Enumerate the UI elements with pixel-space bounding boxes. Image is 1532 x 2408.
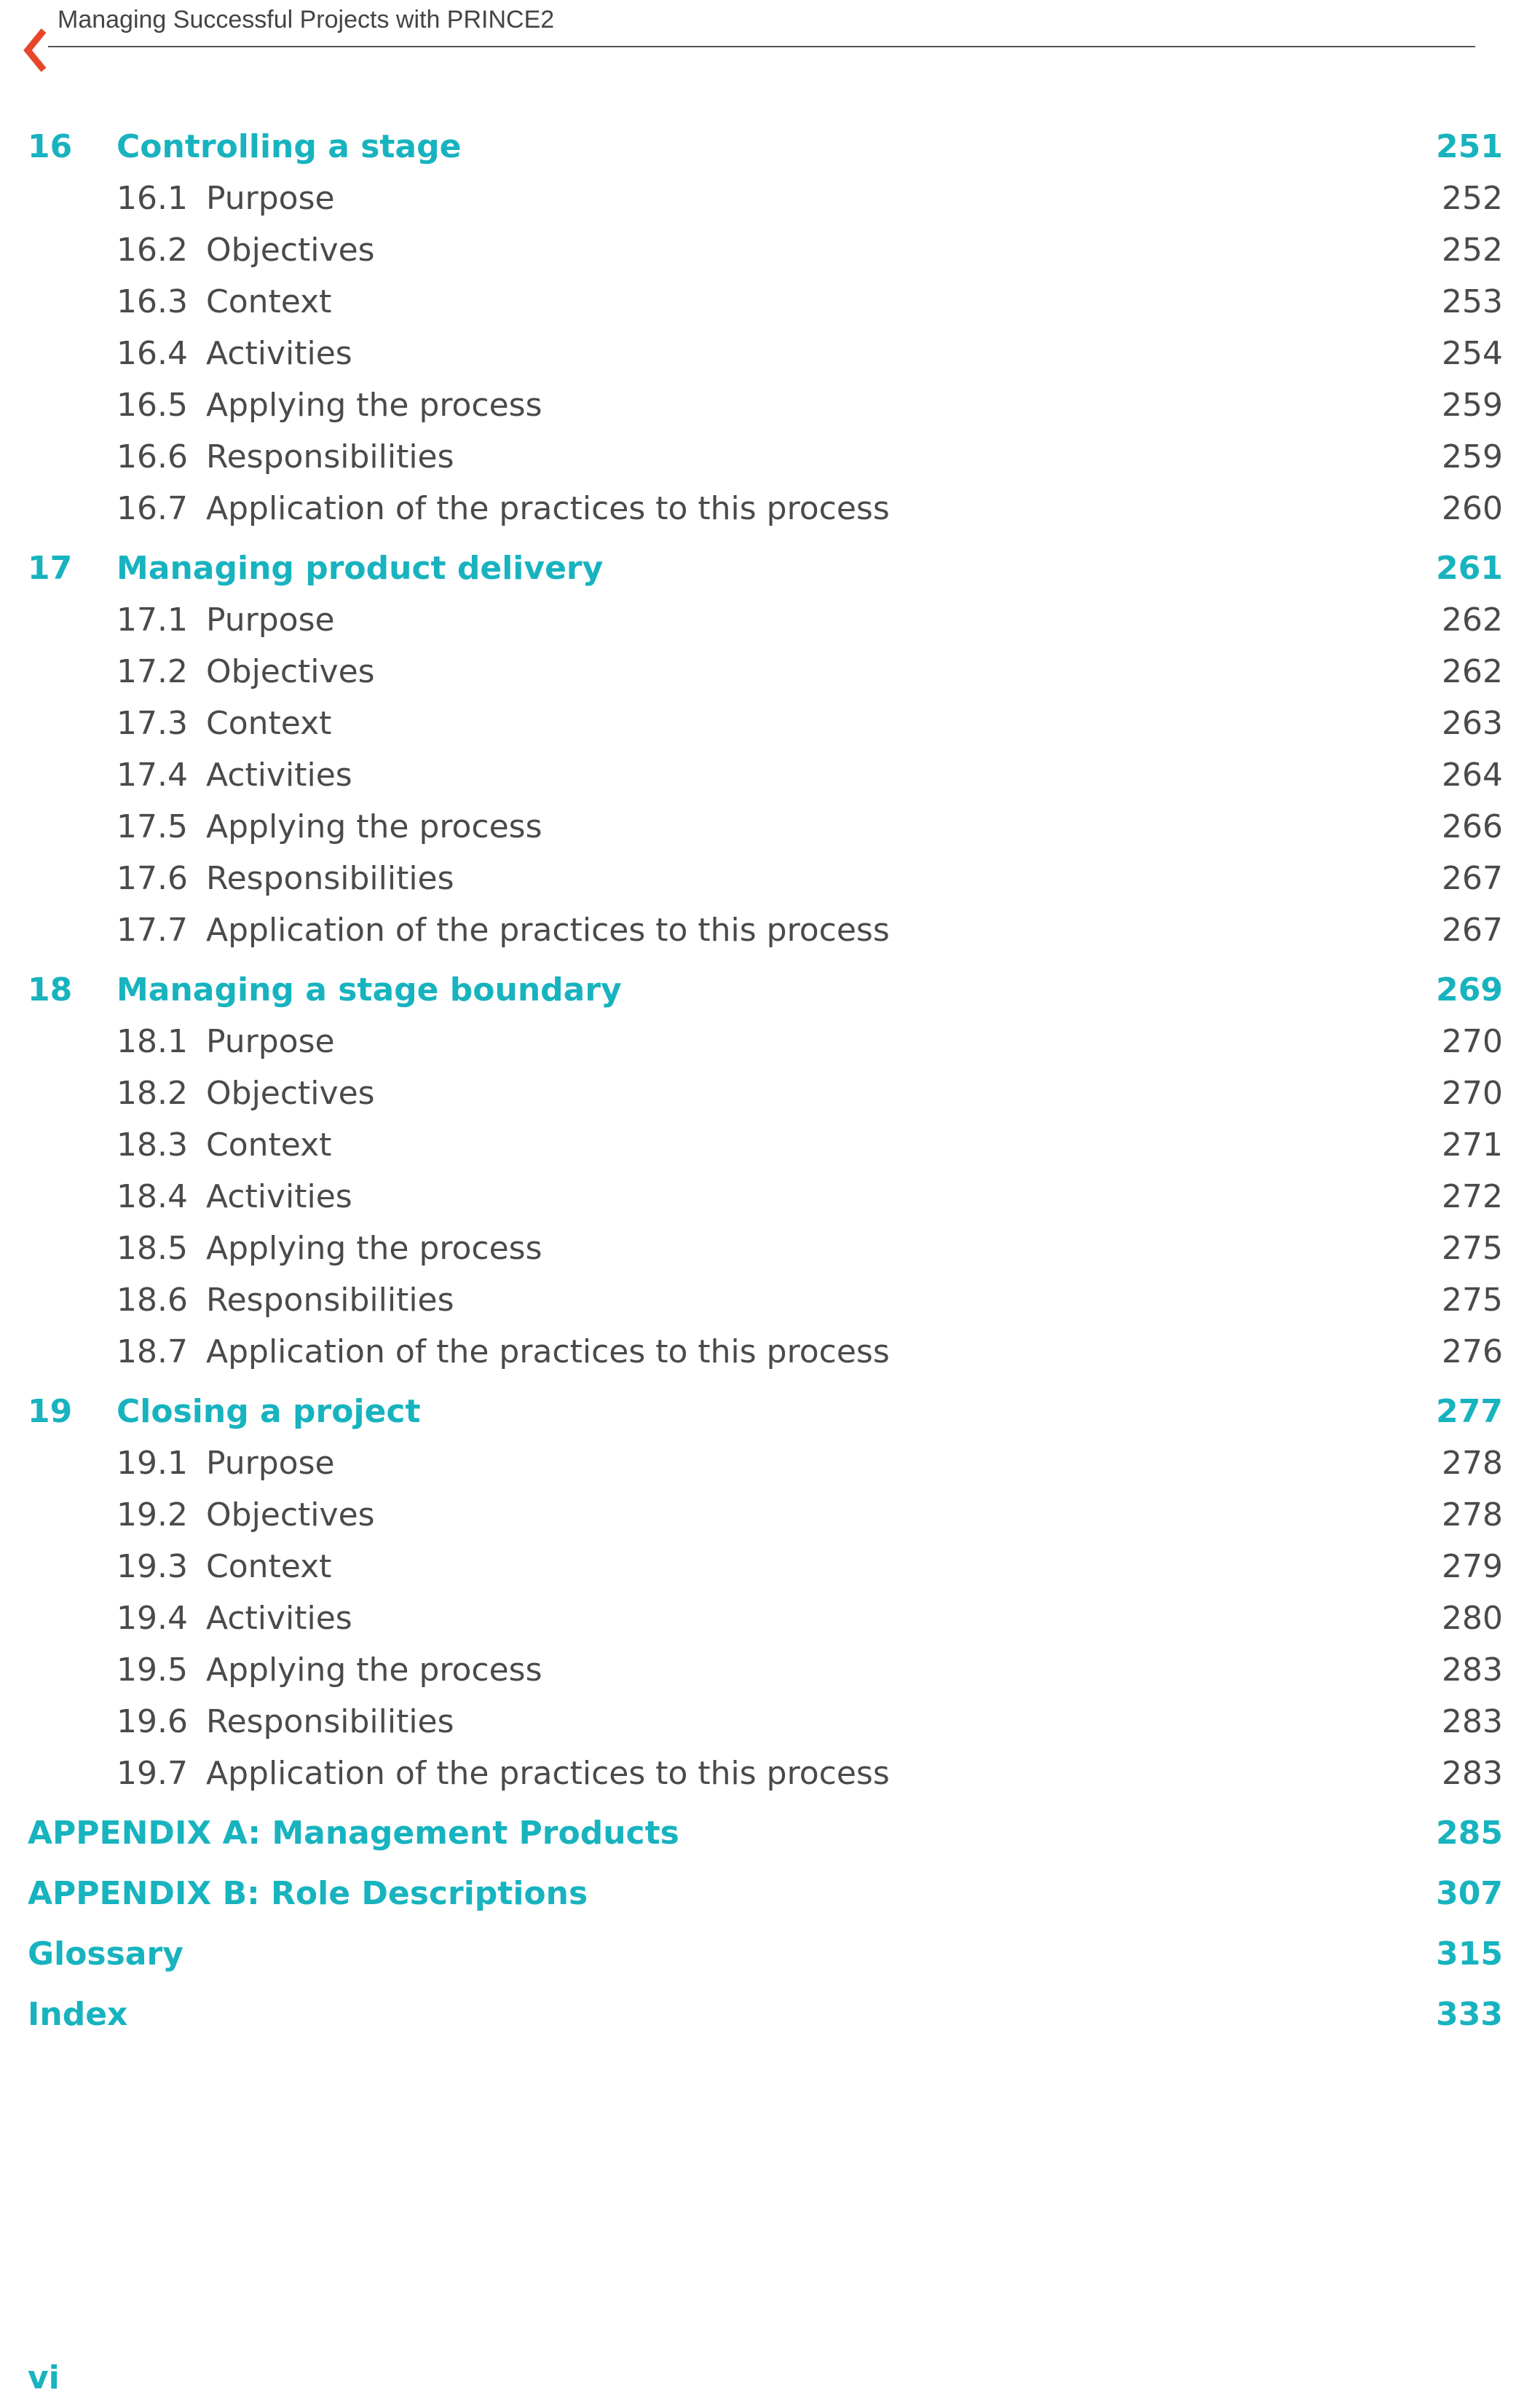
section-number: 19.7 xyxy=(117,1755,188,1792)
section-number: 19.4 xyxy=(117,1600,188,1637)
toc-section-17-6[interactable] xyxy=(0,860,1532,904)
section-number: 17.2 xyxy=(117,653,188,690)
section-page: 275 xyxy=(1442,1282,1503,1319)
section-page: 259 xyxy=(1442,387,1503,424)
section-title: Context xyxy=(206,283,332,320)
section-page: 270 xyxy=(1442,1075,1503,1112)
section-page: 252 xyxy=(1442,232,1503,269)
section-number: 18.3 xyxy=(117,1126,188,1164)
section-title: Context xyxy=(206,705,332,742)
section-page: 254 xyxy=(1442,335,1503,372)
section-title: Responsibilities xyxy=(206,1282,454,1319)
section-title: Application of the practices to this process xyxy=(206,490,890,527)
section-title: Objectives xyxy=(206,1496,375,1533)
section-number: 19.1 xyxy=(117,1445,188,1482)
backmatter-title: APPENDIX B: Role Descriptions xyxy=(28,1875,588,1912)
section-page: 276 xyxy=(1442,1333,1503,1370)
chapter-page: 277 xyxy=(1436,1393,1503,1430)
section-number: 17.7 xyxy=(117,912,188,949)
section-page: 267 xyxy=(1442,860,1503,897)
toc-section-18-3[interactable] xyxy=(0,1126,1532,1170)
chapter-page: 269 xyxy=(1436,971,1503,1008)
toc-section-19-4[interactable] xyxy=(0,1600,1532,1643)
page-folio: vi xyxy=(28,2359,60,2396)
toc-section-19-6[interactable] xyxy=(0,1703,1532,1747)
backmatter-page: 307 xyxy=(1436,1875,1503,1912)
section-title: Applying the process xyxy=(206,387,542,424)
backmatter-title: Index xyxy=(28,1996,128,2033)
chapter-page: 251 xyxy=(1436,128,1503,165)
toc-section-18-1[interactable] xyxy=(0,1023,1532,1067)
section-number: 16.6 xyxy=(117,438,188,475)
chapter-page: 261 xyxy=(1436,550,1503,587)
toc-section-17-1[interactable] xyxy=(0,601,1532,645)
toc-chapter-16[interactable] xyxy=(0,128,1532,172)
toc-section-17-4[interactable] xyxy=(0,757,1532,800)
toc-section-19-3[interactable] xyxy=(0,1548,1532,1592)
section-title: Applying the process xyxy=(206,1651,542,1689)
section-number: 16.4 xyxy=(117,335,188,372)
section-number: 18.5 xyxy=(117,1230,188,1267)
section-title: Purpose xyxy=(206,1445,335,1482)
chapter-title: Managing a stage boundary xyxy=(117,971,622,1008)
header-divider xyxy=(48,46,1475,47)
section-number: 19.3 xyxy=(117,1548,188,1585)
section-number: 17.6 xyxy=(117,860,188,897)
chapter-number: 17 xyxy=(28,550,73,587)
backmatter-title: Glossary xyxy=(28,1935,183,1973)
section-page: 260 xyxy=(1442,490,1503,527)
section-page: 280 xyxy=(1442,1600,1503,1637)
toc-section-16-6[interactable] xyxy=(0,438,1532,482)
section-title: Responsibilities xyxy=(206,1703,454,1740)
toc-section-19-7[interactable] xyxy=(0,1755,1532,1799)
section-page: 253 xyxy=(1442,283,1503,320)
backmatter-page: 285 xyxy=(1436,1815,1503,1852)
section-title: Objectives xyxy=(206,653,375,690)
section-title: Purpose xyxy=(206,1023,335,1060)
section-page: 262 xyxy=(1442,601,1503,639)
section-page: 278 xyxy=(1442,1445,1503,1482)
section-title: Objectives xyxy=(206,232,375,269)
section-number: 18.4 xyxy=(117,1178,188,1215)
toc-backmatter-2[interactable] xyxy=(0,1875,1532,1919)
section-title: Purpose xyxy=(206,601,335,639)
section-page: 272 xyxy=(1442,1178,1503,1215)
section-number: 19.2 xyxy=(117,1496,188,1533)
toc-section-17-2[interactable] xyxy=(0,653,1532,697)
running-header xyxy=(0,0,1532,73)
chapter-title: Managing product delivery xyxy=(117,550,604,587)
section-title: Application of the practices to this process xyxy=(206,1755,890,1792)
section-title: Responsibilities xyxy=(206,438,454,475)
toc-section-16-7[interactable] xyxy=(0,490,1532,534)
section-title: Context xyxy=(206,1126,332,1164)
section-number: 18.6 xyxy=(117,1282,188,1319)
section-page: 270 xyxy=(1442,1023,1503,1060)
section-page: 266 xyxy=(1442,808,1503,845)
toc-section-18-5[interactable] xyxy=(0,1230,1532,1274)
toc-section-19-2[interactable] xyxy=(0,1496,1532,1540)
toc-backmatter-1[interactable] xyxy=(0,1815,1532,1858)
section-number: 18.7 xyxy=(117,1333,188,1370)
section-page: 283 xyxy=(1442,1755,1503,1792)
toc-chapter-17[interactable] xyxy=(0,550,1532,593)
section-number: 16.7 xyxy=(117,490,188,527)
toc-section-16-5[interactable] xyxy=(0,387,1532,430)
section-page: 271 xyxy=(1442,1126,1503,1164)
section-page: 259 xyxy=(1442,438,1503,475)
section-page: 283 xyxy=(1442,1651,1503,1689)
book-title: Managing Successful Projects with PRINCE2 xyxy=(58,6,555,33)
section-title: Activities xyxy=(206,335,352,372)
section-page: 283 xyxy=(1442,1703,1503,1740)
chevron-left-icon[interactable] xyxy=(22,26,48,74)
section-title: Responsibilities xyxy=(206,860,454,897)
section-title: Purpose xyxy=(206,180,335,217)
section-number: 16.1 xyxy=(117,180,188,217)
toc-section-17-5[interactable] xyxy=(0,808,1532,852)
toc-section-17-3[interactable] xyxy=(0,705,1532,749)
section-number: 17.1 xyxy=(117,601,188,639)
toc-section-18-7[interactable] xyxy=(0,1333,1532,1377)
section-number: 16.3 xyxy=(117,283,188,320)
section-number: 17.5 xyxy=(117,808,188,845)
toc-chapter-18[interactable] xyxy=(0,971,1532,1015)
toc-section-18-4[interactable] xyxy=(0,1178,1532,1222)
section-title: Application of the practices to this process xyxy=(206,1333,890,1370)
section-page: 262 xyxy=(1442,653,1503,690)
section-page: 252 xyxy=(1442,180,1503,217)
section-title: Activities xyxy=(206,1178,352,1215)
backmatter-page: 315 xyxy=(1436,1935,1503,1973)
section-page: 275 xyxy=(1442,1230,1503,1267)
section-number: 16.2 xyxy=(117,232,188,269)
section-title: Activities xyxy=(206,1600,352,1637)
section-number: 18.2 xyxy=(117,1075,188,1112)
chapter-number: 18 xyxy=(28,971,73,1008)
section-number: 19.5 xyxy=(117,1651,188,1689)
backmatter-title: APPENDIX A: Management Products xyxy=(28,1815,679,1852)
section-number: 19.6 xyxy=(117,1703,188,1740)
toc-backmatter-4[interactable] xyxy=(0,1996,1532,2040)
toc-section-16-1[interactable] xyxy=(0,180,1532,224)
toc-section-17-7[interactable] xyxy=(0,912,1532,955)
toc-chapter-19[interactable] xyxy=(0,1393,1532,1437)
toc-section-18-6[interactable] xyxy=(0,1282,1532,1325)
section-number: 17.4 xyxy=(117,757,188,794)
section-number: 17.3 xyxy=(117,705,188,742)
section-page: 263 xyxy=(1442,705,1503,742)
toc-section-19-5[interactable] xyxy=(0,1651,1532,1695)
section-title: Applying the process xyxy=(206,808,542,845)
section-title: Activities xyxy=(206,757,352,794)
section-page: 264 xyxy=(1442,757,1503,794)
chapter-title: Controlling a stage xyxy=(117,128,462,165)
section-title: Applying the process xyxy=(206,1230,542,1267)
toc-section-18-2[interactable] xyxy=(0,1075,1532,1118)
section-title: Objectives xyxy=(206,1075,375,1112)
toc-backmatter-3[interactable] xyxy=(0,1935,1532,1979)
section-page: 278 xyxy=(1442,1496,1503,1533)
section-title: Application of the practices to this process xyxy=(206,912,890,949)
backmatter-page: 333 xyxy=(1436,1996,1503,2033)
toc-section-16-2[interactable] xyxy=(0,232,1532,275)
toc-section-19-1[interactable] xyxy=(0,1445,1532,1488)
section-number: 16.5 xyxy=(117,387,188,424)
section-number: 18.1 xyxy=(117,1023,188,1060)
chapter-number: 16 xyxy=(28,128,73,165)
section-page: 279 xyxy=(1442,1548,1503,1585)
section-page: 267 xyxy=(1442,912,1503,949)
toc-section-16-4[interactable] xyxy=(0,335,1532,379)
chapter-title: Closing a project xyxy=(117,1393,421,1430)
toc-section-16-3[interactable] xyxy=(0,283,1532,327)
section-title: Context xyxy=(206,1548,332,1585)
chapter-number: 19 xyxy=(28,1393,73,1430)
